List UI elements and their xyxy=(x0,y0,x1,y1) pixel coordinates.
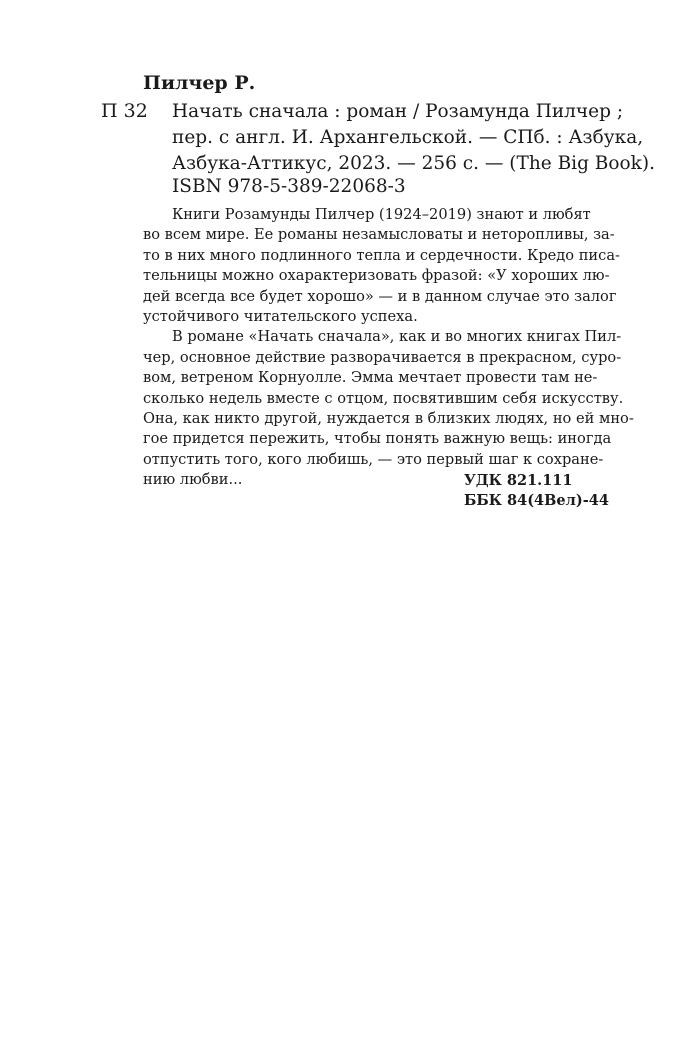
annotation-line: устойчивого читательского успеха. xyxy=(143,307,418,325)
annotation-line: во всем мире. Ее романы незамысловаты и неторопливы, за- xyxy=(143,226,615,244)
annotation-line: сколько недель вместе с отцом, посвятившим себя искусству. xyxy=(143,389,624,407)
annotation-line: гое придется пережить, чтобы понять важную вещь: иногда xyxy=(143,430,612,448)
annotation-line: нию любви... xyxy=(143,471,243,489)
bib-line-publisher: Азбука-Аттикус, 2023. — 256 с. — (The Big Book). xyxy=(172,153,655,174)
author-heading: Пилчер Р. xyxy=(143,72,256,94)
annotation-line: Книги Розамунды Пилчер (1924–2019) знают и любят xyxy=(172,206,591,223)
bbk-code: ББК 84(4Вел)-44 xyxy=(464,492,609,509)
isbn: ISBN 978-5-389-22068-3 xyxy=(172,176,406,197)
annotation-line: то в них много подлинного тепла и сердечности. Кредо писа- xyxy=(143,246,620,264)
annotation-line: Она, как никто другой, нуждается в близких людях, но ей мно- xyxy=(143,409,634,427)
annotation-line: тельницы можно охарактеризовать фразой: «У хороших лю- xyxy=(143,267,610,285)
bib-line-title: Начать сначала : роман / Розамунда Пилчер ; xyxy=(172,101,624,122)
bibliographic-description xyxy=(172,99,655,177)
annotation-line: дей всегда все будет хорошо» — и в данном случае это залог xyxy=(143,287,617,305)
bib-line-translator: пер. с англ. И. Архангельской. — СПб. : Азбука, xyxy=(172,127,644,148)
classification-codes xyxy=(464,471,609,511)
cutter-code: П 32 xyxy=(101,100,148,122)
udk-code: УДК 821.111 xyxy=(464,472,573,489)
annotation-line: В романе «Начать сначала», как и во многих книгах Пил- xyxy=(172,328,622,346)
annotation xyxy=(143,205,634,490)
annotation-line: вом, ветреном Корнуолле. Эмма мечтает провести там не- xyxy=(143,369,598,387)
annotation-line: чер, основное действие разворачивается в прекрасном, суро- xyxy=(143,348,622,366)
annotation-line: отпустить того, кого любишь, — это первый шаг к сохране- xyxy=(143,450,604,468)
